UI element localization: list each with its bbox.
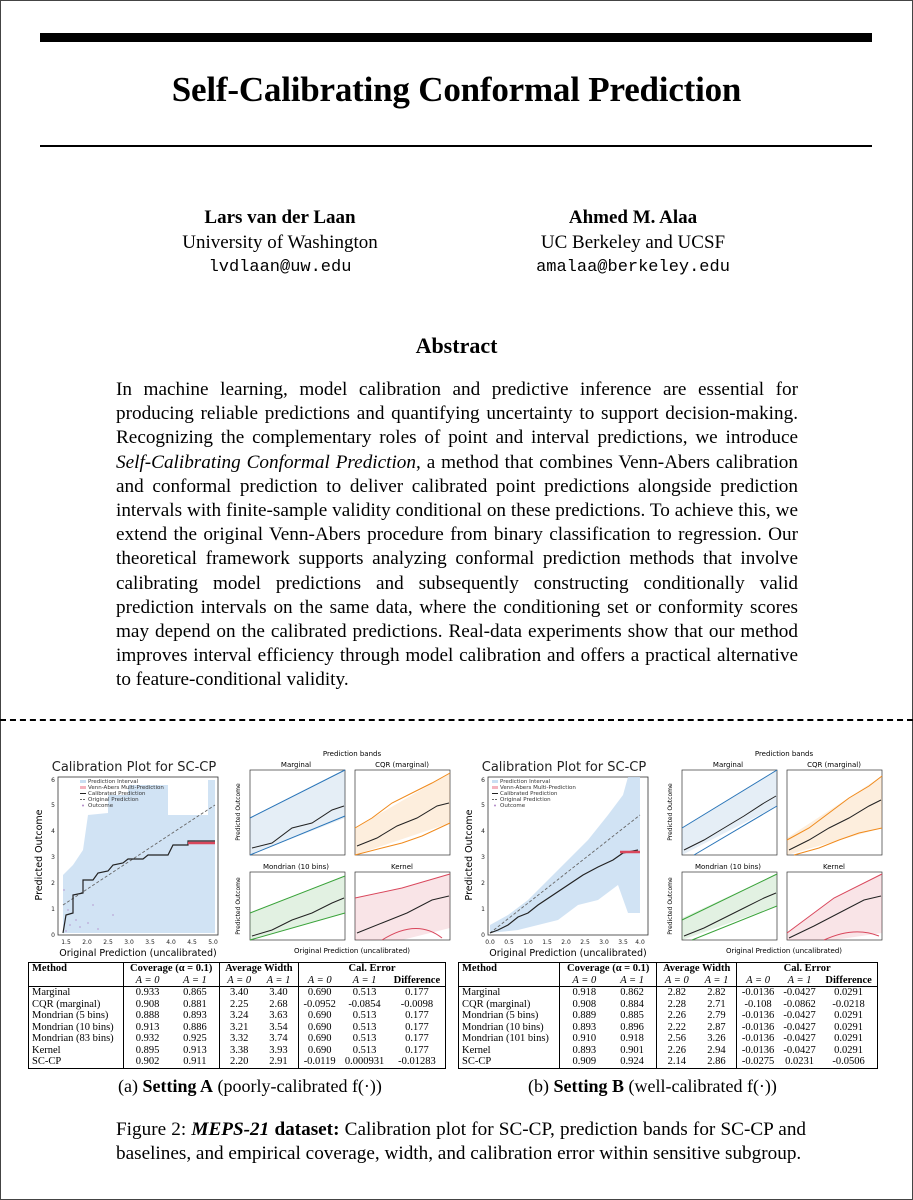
value-cell: 0.0291 (834, 987, 864, 998)
value-cell: 3.63 (269, 1010, 288, 1021)
abstract-method-name: Self-Calibrating Conformal Prediction (116, 451, 416, 473)
table-row (459, 1010, 878, 1022)
subcol-a0: A = 0 (219, 975, 259, 987)
value-cell: 0.893 (183, 1010, 207, 1021)
band-subtitle: Kernel (391, 863, 413, 871)
value-cell: 0.513 (352, 1010, 377, 1021)
legend-item: Original Prediction (500, 797, 551, 803)
value-cell: 2.79 (707, 1010, 726, 1021)
y-tick: 1 (51, 906, 55, 913)
value-cell: 3.38 (219, 1045, 259, 1057)
x-tick: 4.5 (187, 939, 197, 946)
subcol-diff: Difference (389, 975, 446, 987)
value-cell: 2.94 (707, 1044, 726, 1056)
subcaption-label: (a) (118, 1076, 143, 1096)
x-tick: 3.5 (145, 939, 155, 946)
value-cell: 2.20 (219, 1056, 259, 1068)
value-cell: 0.513 (352, 1033, 377, 1044)
x-tick: 3.0 (599, 939, 609, 946)
bands-title: Prediction bands (754, 750, 814, 758)
calibration-plot-title: Calibration Plot for SC-CP (481, 760, 647, 775)
caption-text: Calibration plot for SC-CP, prediction bands for SC-CP and baselines, and empirical coverage, width, and calibration error within sensitive subgroup. (116, 1119, 807, 1164)
value-cell: 0.888 (123, 1010, 171, 1022)
value-cell: 0.513 (352, 1044, 377, 1056)
col-width: Average Width (219, 963, 299, 975)
value-cell: 2.26 (657, 1010, 697, 1022)
value-cell: 3.32 (219, 1033, 259, 1045)
author-2 (473, 205, 793, 280)
table-row (29, 1022, 446, 1034)
subcol-a0: A = 0 (123, 975, 171, 987)
table-body (459, 987, 878, 1069)
col-coverage: Coverage (α = 0.1) (560, 963, 657, 975)
table-row (29, 999, 446, 1011)
figure-caption (116, 1118, 806, 1166)
value-cell: -0.0854 (348, 998, 381, 1010)
table-row (29, 987, 446, 999)
legend-item: Calibrated Prediction (500, 791, 558, 797)
x-tick: 1.5 (61, 939, 71, 946)
value-cell: 0.932 (123, 1033, 171, 1045)
author-email[interactable]: amalaa@berkeley.edu (536, 258, 730, 277)
band-subtitle: Mondrian (10 bins) (694, 863, 762, 871)
value-cell: 0.924 (620, 1056, 644, 1067)
value-cell: -0.0427 (783, 1021, 816, 1033)
value-cell: 2.82 (707, 987, 726, 998)
bands-y-label: Predicted Outcome (667, 783, 674, 841)
method-cell: Marginal (462, 987, 501, 998)
table-row (459, 1056, 878, 1068)
value-cell: -0.108 (737, 999, 779, 1011)
method-cell: Mondrian (101 bins) (462, 1033, 549, 1044)
calibration-plot-a (28, 755, 228, 960)
author-affiliation: UC Berkeley and UCSF (540, 232, 726, 253)
value-cell: 0.690 (299, 1033, 341, 1045)
col-coverage: Coverage (α = 0.1) (123, 963, 219, 975)
value-cell: 3.74 (269, 1033, 288, 1044)
bands-y-label: Predicted Outcome (667, 877, 674, 935)
value-cell: 0.0291 (834, 1010, 864, 1021)
value-cell: 0.893 (560, 1045, 608, 1057)
y-tick: 5 (481, 802, 485, 809)
subcaption-label: (b) (528, 1076, 554, 1096)
x-tick: 4.0 (635, 939, 645, 946)
value-cell: 0.0291 (834, 1021, 864, 1033)
band-subtitle: Marginal (280, 761, 312, 769)
value-cell: 2.82 (657, 987, 697, 999)
subcaption-text: (poorly-calibrated f(·)) (213, 1076, 382, 1096)
caption-label: Figure 2: (116, 1119, 192, 1140)
subcol-a1: A = 1 (697, 975, 737, 987)
method-cell: Mondrian (83 bins) (32, 1033, 114, 1044)
x-axis-label: Original Prediction (uncalibrated) (489, 948, 647, 959)
value-cell: 0.177 (405, 1044, 429, 1056)
legend-item: Outcome (88, 803, 114, 809)
bands-title: Prediction bands (322, 750, 382, 758)
x-tick: 2.0 (82, 939, 92, 946)
value-cell: 3.24 (219, 1010, 259, 1022)
col-width: Average Width (657, 963, 737, 975)
bands-y-label: Predicted Outcome (235, 783, 242, 841)
x-tick: 5.0 (208, 939, 218, 946)
method-cell: SC-CP (462, 1056, 492, 1067)
method-cell: Marginal (32, 987, 71, 998)
y-tick: 4 (481, 828, 485, 835)
caption-dataset: MEPS-21 (191, 1119, 270, 1140)
subcaption-setting: Setting B (553, 1076, 625, 1096)
value-cell: 0.177 (405, 987, 429, 998)
value-cell: 2.14 (657, 1056, 697, 1068)
value-cell: 3.21 (219, 1022, 259, 1034)
band-subtitle: Marginal (712, 761, 744, 769)
col-method: Method (462, 963, 497, 974)
band-subtitle: Mondrian (10 bins) (262, 863, 330, 871)
subcaption-setting: Setting A (142, 1076, 213, 1096)
value-cell: 0.690 (299, 1045, 341, 1057)
y-axis-label: Predicted Outcome (34, 809, 45, 901)
method-cell: Mondrian (5 bins) (462, 1010, 539, 1021)
value-cell: 0.690 (299, 1010, 341, 1022)
author-1 (120, 205, 440, 280)
value-cell: 0.000931 (344, 1056, 385, 1067)
value-cell: 2.71 (707, 998, 726, 1010)
value-cell: 0.913 (123, 1022, 171, 1034)
table-row (29, 1056, 446, 1068)
table-row (459, 1045, 878, 1057)
author-email[interactable]: lvdlaan@uw.edu (208, 258, 352, 277)
top-rule (40, 33, 872, 42)
value-cell: 0.884 (620, 998, 644, 1010)
y-tick: 1 (481, 906, 485, 913)
abstract-body (116, 378, 798, 693)
value-cell: 0.886 (183, 1021, 207, 1033)
value-cell: 0.902 (123, 1056, 171, 1068)
subcol-diff: Difference (820, 975, 877, 987)
band-subtitle: CQR (marginal) (375, 761, 429, 769)
method-cell: Mondrian (5 bins) (32, 1010, 109, 1021)
value-cell: 0.910 (560, 1033, 608, 1045)
value-cell: -0.0218 (832, 998, 865, 1010)
col-calerr: Cal. Error (737, 963, 878, 975)
table-body (29, 987, 446, 1069)
value-cell: 0.0291 (834, 1044, 864, 1056)
abstract-text: , a method that combines Venn-Abers calibration and conformal prediction to deliver calibrated point predictions alongside prediction intervals with finite-sample validity conditional on these predictions. To achieve this, we extend the original Venn-Abers procedure from binary classification to regression. Our theoretical framework supports analyzing conformal prediction methods that involve calibrating model predictions and subsequently constructing conditionally valid prediction intervals on the same data, where the conditioning set or conformity scores may depend on the calibrated predictions. Real-data experiments show that our method improves interval efficiency through model calibration and offers a practical alternative to feature-conditional validity. (116, 451, 798, 691)
value-cell: 0.513 (352, 1021, 377, 1033)
col-method: Method (32, 963, 67, 974)
value-cell: 0.889 (560, 1010, 608, 1022)
x-tick: 3.5 (618, 939, 628, 946)
value-cell: 0.918 (560, 987, 608, 999)
method-cell: Kernel (462, 1044, 491, 1056)
value-cell: 3.93 (269, 1044, 288, 1056)
paper-title: Self-Calibrating Conformal Prediction (171, 70, 742, 109)
table-row (29, 1033, 446, 1045)
subcol-a0: A = 0 (560, 975, 608, 987)
calibration-plot-b (458, 755, 658, 960)
table-row (459, 987, 878, 999)
value-cell: 0.901 (620, 1044, 644, 1056)
value-cell: -0.0427 (783, 1044, 816, 1056)
author-name: Ahmed M. Alaa (568, 207, 698, 228)
value-cell: 0.918 (620, 1033, 644, 1044)
y-tick: 0 (481, 932, 485, 939)
subcaption-a (118, 1076, 382, 1097)
y-tick: 6 (51, 777, 55, 784)
table-row (459, 1033, 878, 1045)
value-cell: 0.893 (560, 1022, 608, 1034)
abstract-text: In machine learning, model calibration and predictive inference are essential for producing reliable predictions and quantifying uncertainty to support decision-making. Recognizing the complementary roles of point and interval predictions, we introduce (116, 379, 798, 449)
x-tick: 2.5 (580, 939, 590, 946)
value-cell: -0.0275 (737, 1056, 779, 1068)
value-cell: -0.0136 (737, 1022, 779, 1034)
legend-item: Calibrated Prediction (88, 791, 146, 797)
x-tick: 2.5 (103, 939, 113, 946)
value-cell: 2.87 (707, 1021, 726, 1033)
value-cell: 0.895 (123, 1045, 171, 1057)
author-name: Lars van der Laan (204, 207, 356, 228)
value-cell: 0.881 (183, 998, 207, 1010)
value-cell: -0.0136 (737, 1033, 779, 1045)
method-cell: CQR (marginal) (462, 998, 531, 1010)
subcaption-text: (well-calibrated f(·)) (624, 1076, 777, 1096)
subcol-a1: A = 1 (171, 975, 219, 987)
results-table-b (458, 962, 878, 1069)
y-tick: 4 (51, 828, 55, 835)
y-tick: 2 (481, 880, 485, 887)
value-cell: -0.0862 (783, 998, 816, 1010)
x-tick: 1.0 (523, 939, 533, 946)
value-cell: 2.28 (657, 999, 697, 1011)
value-cell: 2.91 (269, 1056, 288, 1067)
bands-x-label: Original Prediction (uncalibrated) (293, 947, 411, 955)
band-subtitle: Kernel (823, 863, 845, 871)
band-subtitle: CQR (marginal) (807, 761, 861, 769)
legend-item: Prediction Interval (88, 779, 139, 785)
subcol-a0: A = 0 (657, 975, 697, 987)
subcaption-b (528, 1076, 777, 1097)
y-tick: 0 (51, 932, 55, 939)
results-table-a (28, 962, 446, 1069)
calibration-plot-title: Calibration Plot for SC-CP (51, 760, 217, 775)
caption-dataset-suffix: dataset: (269, 1119, 340, 1140)
legend-item: Prediction Interval (500, 779, 551, 785)
value-cell: 0.865 (183, 987, 207, 998)
subcol-a1: A = 1 (259, 975, 299, 987)
value-cell: -0.0506 (832, 1056, 865, 1067)
x-tick: 4.0 (166, 939, 176, 946)
value-cell: 2.68 (269, 998, 288, 1010)
subcol-a0: A = 0 (299, 975, 341, 987)
x-tick: 3.0 (124, 939, 134, 946)
y-tick: 6 (481, 777, 485, 784)
value-cell: 0.925 (183, 1033, 207, 1044)
bands-y-label: Predicted Outcome (235, 877, 242, 935)
value-cell: 3.40 (269, 987, 288, 998)
value-cell: 0.862 (620, 987, 644, 998)
value-cell: -0.0427 (783, 987, 816, 998)
table-row (459, 1022, 878, 1034)
y-tick: 5 (51, 802, 55, 809)
x-tick: 1.5 (542, 939, 552, 946)
value-cell: 0.896 (620, 1021, 644, 1033)
abstract-heading: Abstract (415, 333, 498, 358)
prediction-bands-a (232, 748, 454, 958)
value-cell: 0.177 (405, 1033, 429, 1044)
value-cell: 3.26 (707, 1033, 726, 1044)
method-cell: CQR (marginal) (32, 998, 101, 1010)
x-axis-label: Original Prediction (uncalibrated) (59, 948, 217, 959)
value-cell: 0.177 (405, 1010, 429, 1021)
value-cell: 0.885 (620, 1010, 644, 1021)
value-cell: 2.25 (219, 999, 259, 1011)
x-tick: 2.0 (561, 939, 571, 946)
legend-item: Venn-Abers Multi-Prediction (88, 785, 164, 791)
table-row (29, 1010, 446, 1022)
x-tick: 0.5 (504, 939, 514, 946)
value-cell: 0.0291 (834, 1033, 864, 1044)
title-rule (40, 145, 872, 147)
value-cell: 0.909 (560, 1056, 608, 1068)
value-cell: 0.177 (405, 1021, 429, 1033)
table-row (29, 1045, 446, 1057)
value-cell: -0.0119 (299, 1056, 341, 1068)
legend-item: Outcome (500, 803, 526, 809)
dashed-separator (0, 719, 913, 721)
y-tick: 2 (51, 880, 55, 887)
value-cell: -0.0136 (737, 987, 779, 999)
method-cell: Mondrian (10 bins) (462, 1021, 544, 1033)
value-cell: 0.690 (299, 1022, 341, 1034)
value-cell: 0.913 (183, 1044, 207, 1056)
author-affiliation: University of Washington (182, 232, 378, 253)
value-cell: 0.911 (183, 1056, 207, 1067)
value-cell: -0.0136 (737, 1045, 779, 1057)
value-cell: 3.54 (269, 1021, 288, 1033)
value-cell: 0.908 (123, 999, 171, 1011)
value-cell: 2.26 (657, 1045, 697, 1057)
prediction-bands-b (664, 748, 886, 958)
y-tick: 3 (481, 854, 485, 861)
value-cell: -0.01283 (398, 1056, 436, 1067)
value-cell: -0.0098 (400, 998, 434, 1010)
value-cell: 0.908 (560, 999, 608, 1011)
method-cell: SC-CP (32, 1056, 62, 1067)
subcol-a1: A = 1 (608, 975, 656, 987)
legend-item: Original Prediction (88, 797, 139, 803)
value-cell: -0.0427 (783, 1033, 816, 1044)
x-tick: 0.0 (485, 939, 495, 946)
value-cell: 0.0231 (785, 1056, 814, 1067)
method-cell: Kernel (32, 1044, 61, 1056)
y-axis-label: Predicted Outcome (464, 809, 475, 901)
col-calerr: Cal. Error (299, 963, 446, 975)
value-cell: -0.0952 (299, 999, 341, 1011)
value-cell: 0.513 (352, 987, 377, 998)
subcol-a0: A = 0 (737, 975, 779, 987)
value-cell: 0.690 (299, 987, 341, 999)
bands-x-label: Original Prediction (uncalibrated) (725, 947, 843, 955)
value-cell: 3.40 (219, 987, 259, 999)
value-cell: 2.86 (707, 1056, 726, 1067)
subcol-a1: A = 1 (779, 975, 820, 987)
method-cell: Mondrian (10 bins) (32, 1021, 114, 1033)
subcol-a1: A = 1 (340, 975, 389, 987)
value-cell: 2.22 (657, 1022, 697, 1034)
value-cell: -0.0427 (783, 1010, 816, 1021)
value-cell: -0.0136 (737, 1010, 779, 1022)
legend-item: Venn-Abers Multi-Prediction (500, 785, 576, 791)
table-row (459, 999, 878, 1011)
y-tick: 3 (51, 854, 55, 861)
value-cell: 0.933 (123, 987, 171, 999)
value-cell: 2.56 (657, 1033, 697, 1045)
